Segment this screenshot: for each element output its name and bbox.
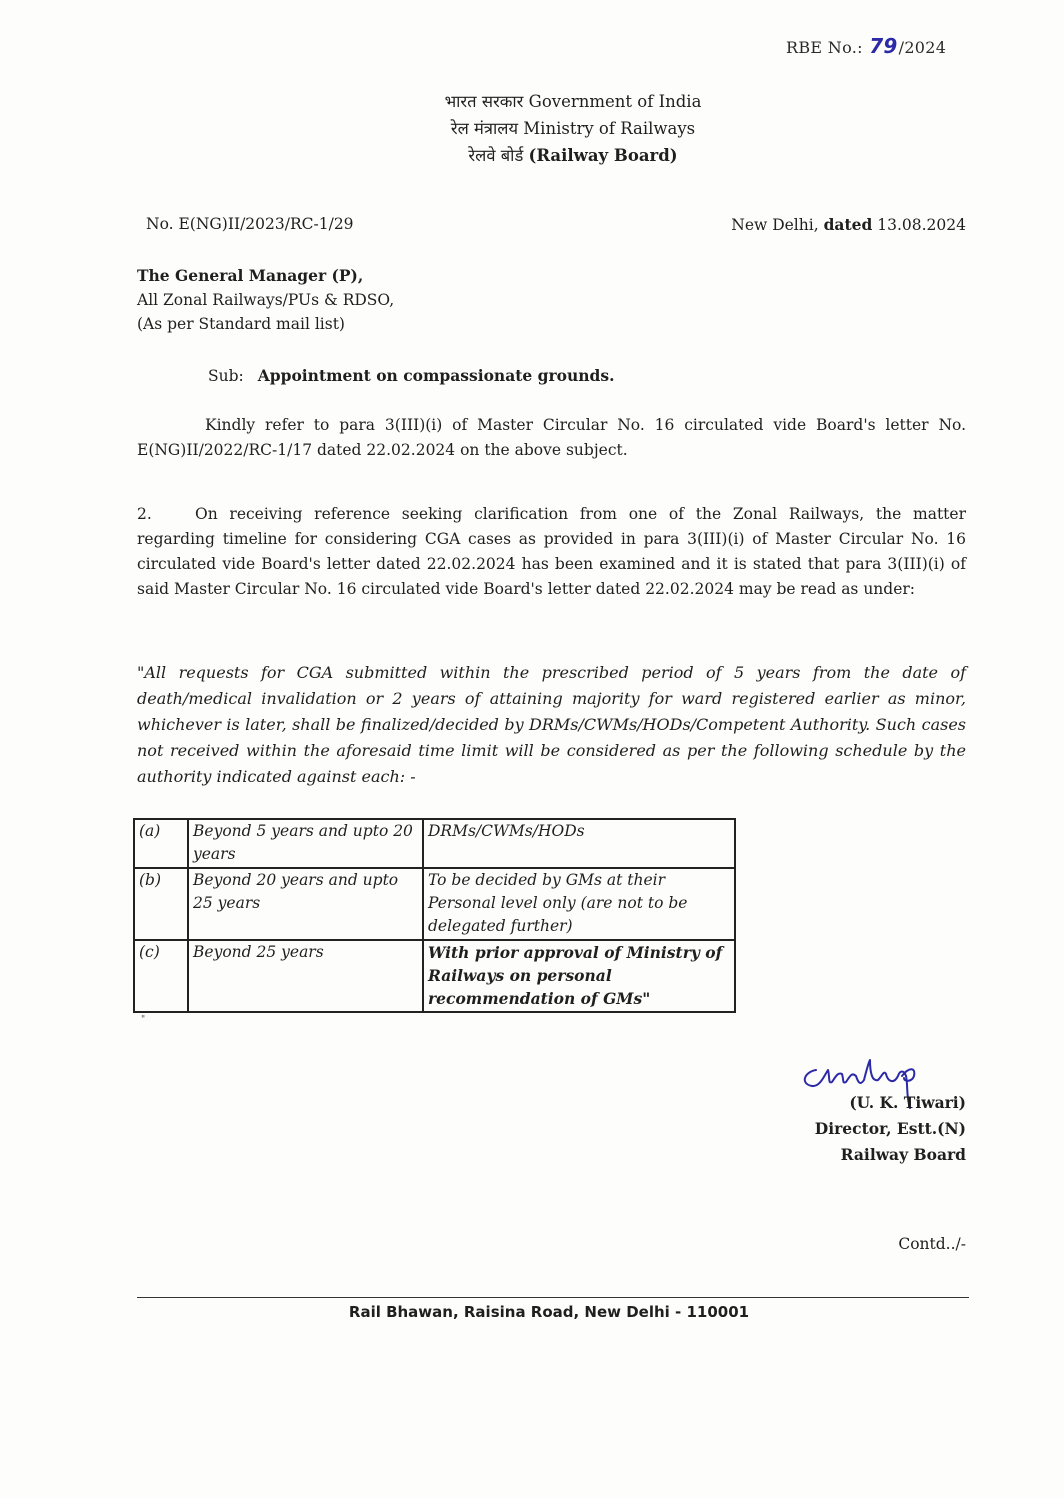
- footer-address: Rail Bhawan, Raisina Road, New Delhi - 110001: [348, 1303, 750, 1321]
- row-label: (c): [134, 940, 188, 1012]
- row-period: Beyond 5 years and upto 20 years: [188, 819, 423, 868]
- rbe-prefix: RBE No.:: [786, 38, 869, 57]
- subject-text: Appointment on compassionate grounds.: [257, 366, 615, 385]
- row-period: Beyond 20 years and upto 25 years: [188, 868, 423, 940]
- row-label: (a): [134, 819, 188, 868]
- letterhead: [0, 88, 1064, 169]
- letterhead-board-english: (Railway Board): [528, 146, 678, 165]
- row-label: (b): [134, 868, 188, 940]
- reference-number: No. E(NG)II/2023/RC-1/29: [146, 215, 354, 233]
- rbe-suffix: /2024: [898, 38, 947, 57]
- table-row: [134, 940, 735, 1012]
- row-authority: With prior approval of Ministry of Railways on personal recommendation of GMs": [423, 940, 735, 1012]
- signatory-block: [815, 1090, 966, 1168]
- date-value: 13.08.2024: [872, 216, 966, 234]
- schedule-table: [133, 818, 736, 1013]
- signatory-designation: Director, Estt.(N): [814, 1119, 966, 1138]
- subject-line: [208, 366, 615, 385]
- footer-divider: [137, 1297, 969, 1298]
- table-row: [134, 819, 735, 868]
- dated-label: dated: [823, 215, 873, 234]
- paragraph-1: Kindly refer to para 3(III)(i) of Master Circular No. 16 circulated vide Board's letter No. E(NG)II/2022/RC-1/17 dated 22.02.2024 on the above subject.: [137, 416, 966, 459]
- quoted-provision: "All requests for CGA submitted within the prescribed period of 5 years from the date of death/medical invalidation or 2 years of attaining majority for ward registered earlier as minor, whichever is later, shall be finalized/decided by DRMs/CWMs/HODs/Competent Authority. Such cases not received within the aforesaid time limit will be considered as per the following schedule by the authority indicated against each: -: [137, 663, 966, 786]
- stray-quote-mark: ": [141, 1015, 146, 1025]
- addressee-block: [137, 264, 394, 336]
- letterhead-government: भारत सरकार Government of India: [444, 92, 702, 111]
- signatory-office: Railway Board: [840, 1145, 966, 1164]
- addressee-line-3: (As per Standard mail list): [137, 315, 345, 333]
- letterhead-board: [0, 142, 1064, 169]
- paragraph-2: [137, 502, 966, 602]
- addressee-line-1: The General Manager (P),: [137, 266, 364, 285]
- letterhead-board-hindi: रेलवे बोर्ड: [468, 146, 529, 165]
- addressee-line-2: All Zonal Railways/PUs & RDSO,: [137, 291, 395, 309]
- rbe-number: [786, 34, 946, 58]
- signatory-name: (U. K. Tiwari): [849, 1093, 966, 1112]
- subject-label: Sub:: [208, 367, 244, 385]
- row-period: Beyond 25 years: [188, 940, 423, 1012]
- continued-marker: Contd../-: [898, 1235, 966, 1253]
- row-authority: To be decided by GMs at their Personal level only (are not to be delegated further): [423, 868, 735, 940]
- row-authority: DRMs/CWMs/HODs: [423, 819, 735, 868]
- letterhead-ministry: रेल मंत्रालय Ministry of Railways: [450, 119, 696, 138]
- table-row: [134, 868, 735, 940]
- paragraph-2-number: 2.: [137, 505, 152, 523]
- place: New Delhi,: [731, 216, 824, 234]
- letter-date: [731, 215, 966, 234]
- rbe-handwritten-number: 79: [869, 34, 898, 58]
- paragraph-2-text: On receiving reference seeking clarification from one of the Zonal Railways, the matter regarding timeline for considering CGA cases as provided in para 3(III)(i) of Master Circular No. 16 circulated vide Board's letter dated 22.02.2024 has been examined and it is stated that para 3(III)(i) of said Master Circular No. 16 circulated vide Board's letter dated 22.02.2024 may be read as under:: [137, 505, 966, 598]
